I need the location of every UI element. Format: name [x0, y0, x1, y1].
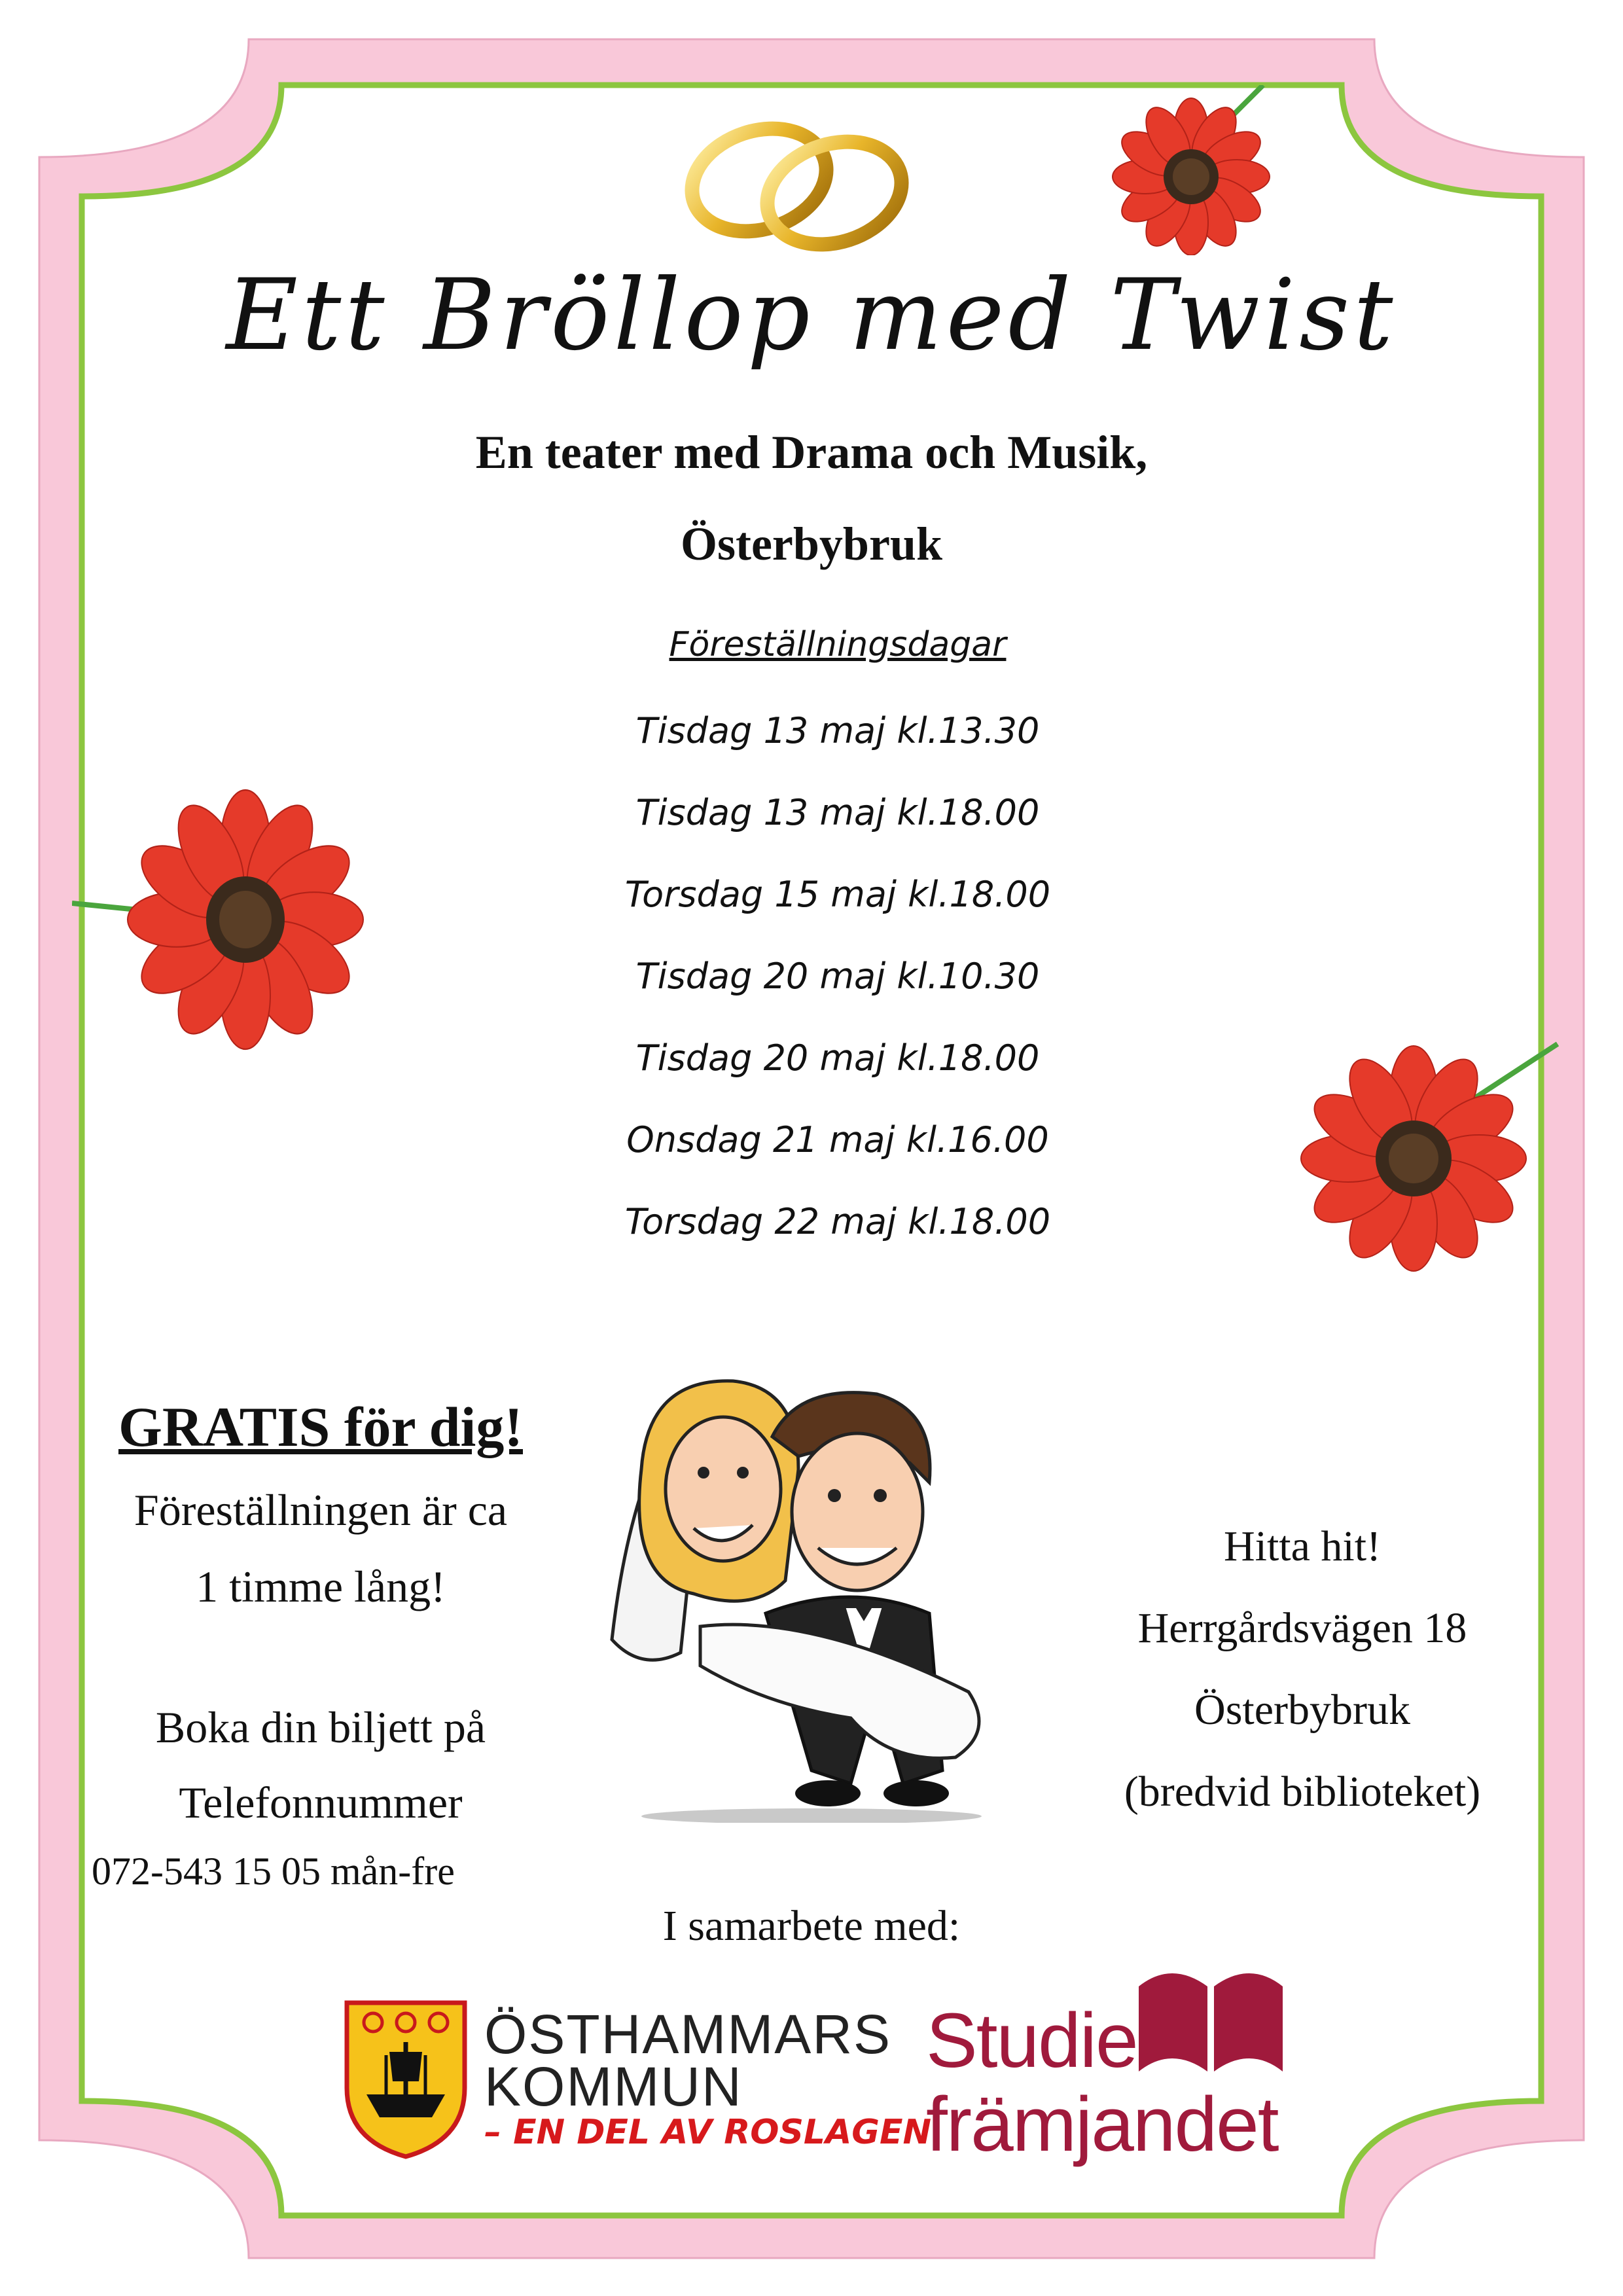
- phone-number: 072-543 15 05 mån-fre: [92, 1850, 455, 1893]
- kommun-logo-line-2: KOMMUN: [484, 2056, 743, 2117]
- duration-line-1: Föreställningen är ca: [134, 1485, 508, 1535]
- date-line: Onsdag 21 maj kl.16.00: [626, 1119, 1049, 1160]
- date-line: Tisdag 13 maj kl.13.30: [635, 710, 1040, 751]
- date-line: Tisdag 13 maj kl.18.00: [635, 792, 1040, 833]
- red-flower-icon: [1283, 1021, 1564, 1296]
- kommun-logo-line-1: ÖSTHAMMARS: [484, 2003, 892, 2065]
- directions-line-4: (bredvid biblioteket): [1124, 1768, 1481, 1816]
- kommun-tagline: – EN DEL AV ROSLAGEN: [484, 2113, 932, 2152]
- date-line: Tisdag 20 maj kl.18.00: [635, 1037, 1040, 1079]
- wedding-rings-icon: [674, 101, 923, 265]
- open-book-icon: [1135, 1960, 1286, 2075]
- booking-line-1: Boka din biljett på: [155, 1702, 486, 1752]
- dates-heading: Föreställningsdagar: [669, 625, 1007, 664]
- booking-line-2: Telefonnummer: [179, 1778, 463, 1827]
- date-line: Torsdag 22 maj kl.18.00: [624, 1201, 1051, 1242]
- red-flower-icon: [1106, 85, 1276, 255]
- studie-logo-line-2: främjandet: [926, 2081, 1278, 2168]
- studie-logo-line-1: Studie: [926, 1998, 1137, 2084]
- directions-line-3: Österbybruk: [1194, 1686, 1410, 1734]
- date-line: Torsdag 15 maj kl.18.00: [624, 874, 1051, 915]
- red-flower-icon: [72, 782, 373, 1064]
- date-line: Tisdag 20 maj kl.10.30: [635, 956, 1040, 997]
- subtitle-line-1: En teater med Drama och Musik,: [475, 426, 1148, 478]
- collaboration-text: I samarbete med:: [662, 1902, 961, 1950]
- directions-line-2: Herrgårdsvägen 18: [1137, 1604, 1467, 1652]
- subtitle-line-2: Österbybruk: [680, 518, 943, 570]
- coat-of-arms-icon: [340, 1996, 471, 2160]
- free-heading: GRATIS för dig!: [118, 1395, 523, 1458]
- directions-line-1: Hitta hit!: [1223, 1522, 1382, 1570]
- duration-line-2: 1 timme lång!: [196, 1562, 446, 1611]
- poster-title: Ett Bröllop med Twist: [226, 259, 1397, 372]
- wedding-couple-illustration: [602, 1365, 1008, 1823]
